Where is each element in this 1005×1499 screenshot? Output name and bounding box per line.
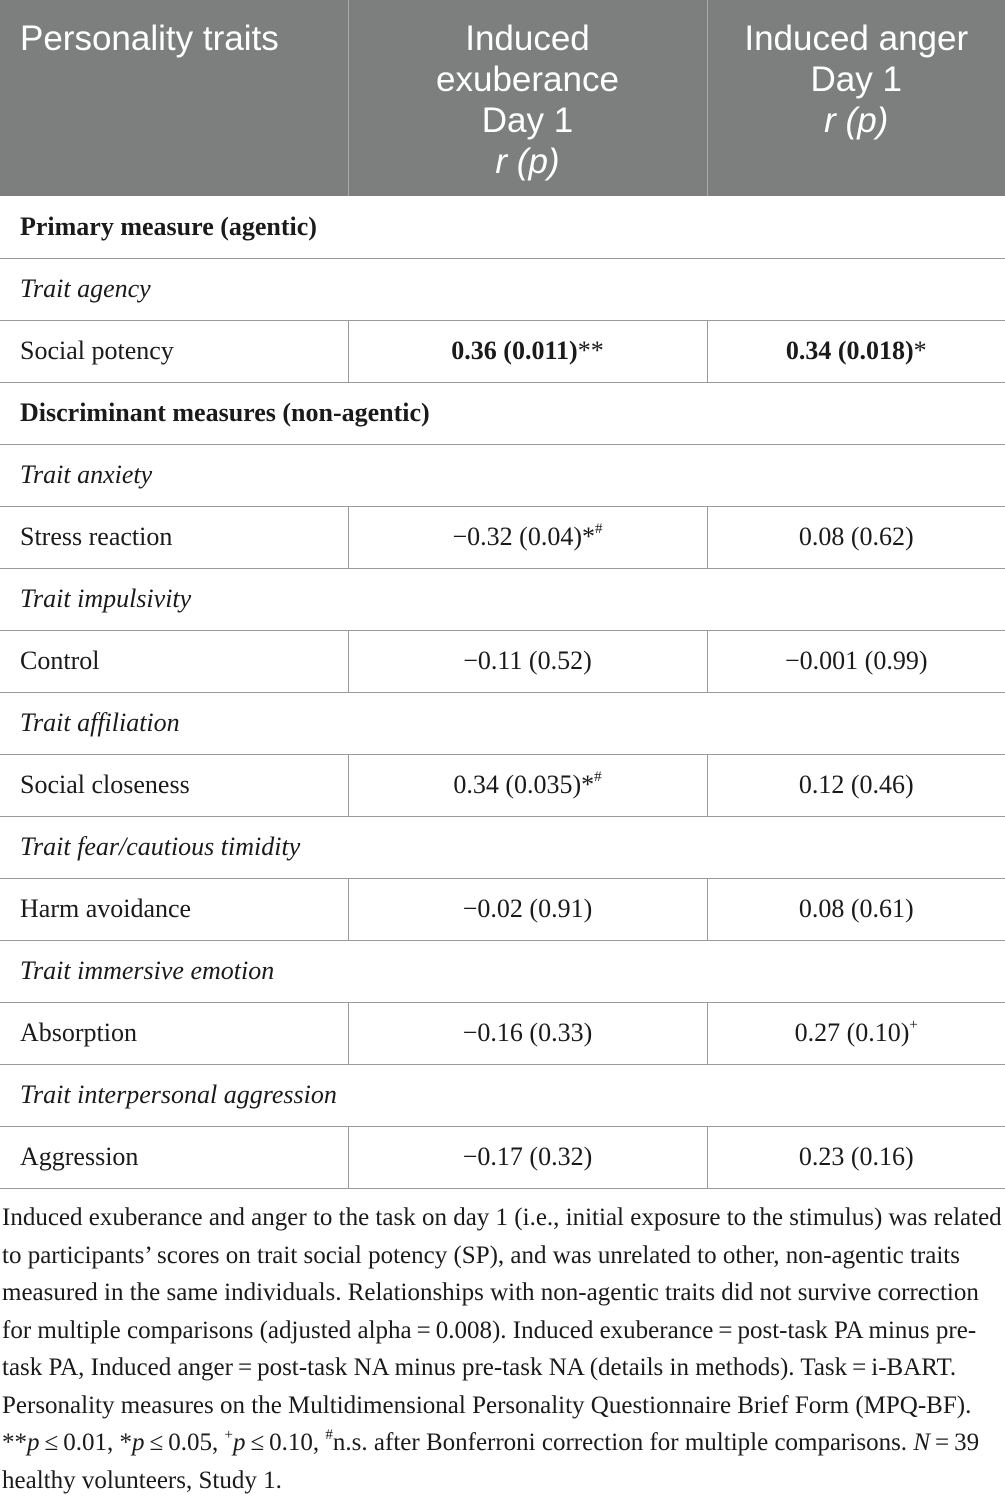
anger-value: 0.27 (0.10)+ (707, 1002, 1005, 1064)
section-title: Primary measure (agentic) (20, 211, 317, 241)
table-header-row (0, 0, 1005, 196)
section-title: Discriminant measures (non-agentic) (0, 382, 1005, 444)
section-row-discriminant (0, 382, 1005, 444)
anger-value: 0.23 (0.16) (707, 1126, 1005, 1188)
section-row-primary (0, 196, 1005, 258)
table-row (0, 878, 1005, 940)
trait-row-affiliation (0, 692, 1005, 754)
exuberance-value: −0.16 (0.33) (348, 1002, 707, 1064)
trait-row-impulsivity (0, 568, 1005, 630)
table-row (0, 320, 1005, 382)
trait-row-anxiety (0, 444, 1005, 506)
exuberance-value: −0.17 (0.32) (348, 1126, 707, 1188)
exuberance-value: −0.11 (0.52) (348, 630, 707, 692)
trait-label: Trait affiliation (0, 692, 1005, 754)
measure-label: Aggression (0, 1126, 348, 1188)
table-row (0, 1002, 1005, 1064)
trait-label: Trait immersive emotion (0, 940, 1005, 1002)
anger-value: 0.34 (0.018)* (707, 320, 1005, 382)
exuberance-value: 0.34 (0.035)*# (348, 754, 707, 816)
trait-row-immersive (0, 940, 1005, 1002)
trait-label: Trait fear/cautious timidity (0, 816, 1005, 878)
exuberance-value: −0.02 (0.91) (348, 878, 707, 940)
header-induced-exuberance: Induced exuberance Day 1 r (p) (348, 0, 707, 196)
trait-row-fear (0, 816, 1005, 878)
trait-row-agency (0, 258, 1005, 320)
exuberance-value: 0.36 (0.011)** (348, 320, 707, 382)
trait-label: Trait impulsivity (0, 568, 1005, 630)
table-row (0, 754, 1005, 816)
table-footnote: Induced exuberance and anger to the task on day 1 (i.e., initial exposure to the stimulus) was related to participants’ scores on trait social potency (SP), and was unrelated to other, non-agentic traits measured in the same individuals. Relationships with non-agentic traits did not survive correction for multiple comparisons (adjusted alpha = 0.008). Induced exuberance = post-task PA minus pre-task PA, Induced anger = post-task NA minus pre-task NA (details in methods). Task = i-BART. Personality measures on the Multidimensional Personality Questionnaire Brief Form (MPQ-BF). **p ≤ 0.01, *p ≤ 0.05, +p ≤ 0.10, #n.s. after Bonferroni correction for multiple comparisons. N = 39 healthy volunteers, Study 1. (0, 1188, 1005, 1499)
measure-label: Social closeness (0, 754, 348, 816)
trait-row-aggression (0, 1064, 1005, 1126)
anger-value: −0.001 (0.99) (707, 630, 1005, 692)
measure-label: Stress reaction (0, 506, 348, 568)
table-row (0, 506, 1005, 568)
exuberance-value: −0.32 (0.04)*# (348, 506, 707, 568)
trait-label: Trait agency (0, 258, 1005, 320)
header-personality-traits: Personality traits (0, 0, 348, 196)
anger-value: 0.12 (0.46) (707, 754, 1005, 816)
anger-value: 0.08 (0.62) (707, 506, 1005, 568)
measure-label: Absorption (0, 1002, 348, 1064)
table-row (0, 630, 1005, 692)
measure-label: Social potency (0, 320, 348, 382)
trait-label: Trait anxiety (0, 444, 1005, 506)
measure-label: Control (0, 630, 348, 692)
table-row (0, 1126, 1005, 1188)
header-induced-anger: Induced anger Day 1 r (p) (707, 0, 1005, 196)
trait-label: Trait interpersonal aggression (0, 1064, 1005, 1126)
measure-label: Harm avoidance (0, 878, 348, 940)
anger-value: 0.08 (0.61) (707, 878, 1005, 940)
